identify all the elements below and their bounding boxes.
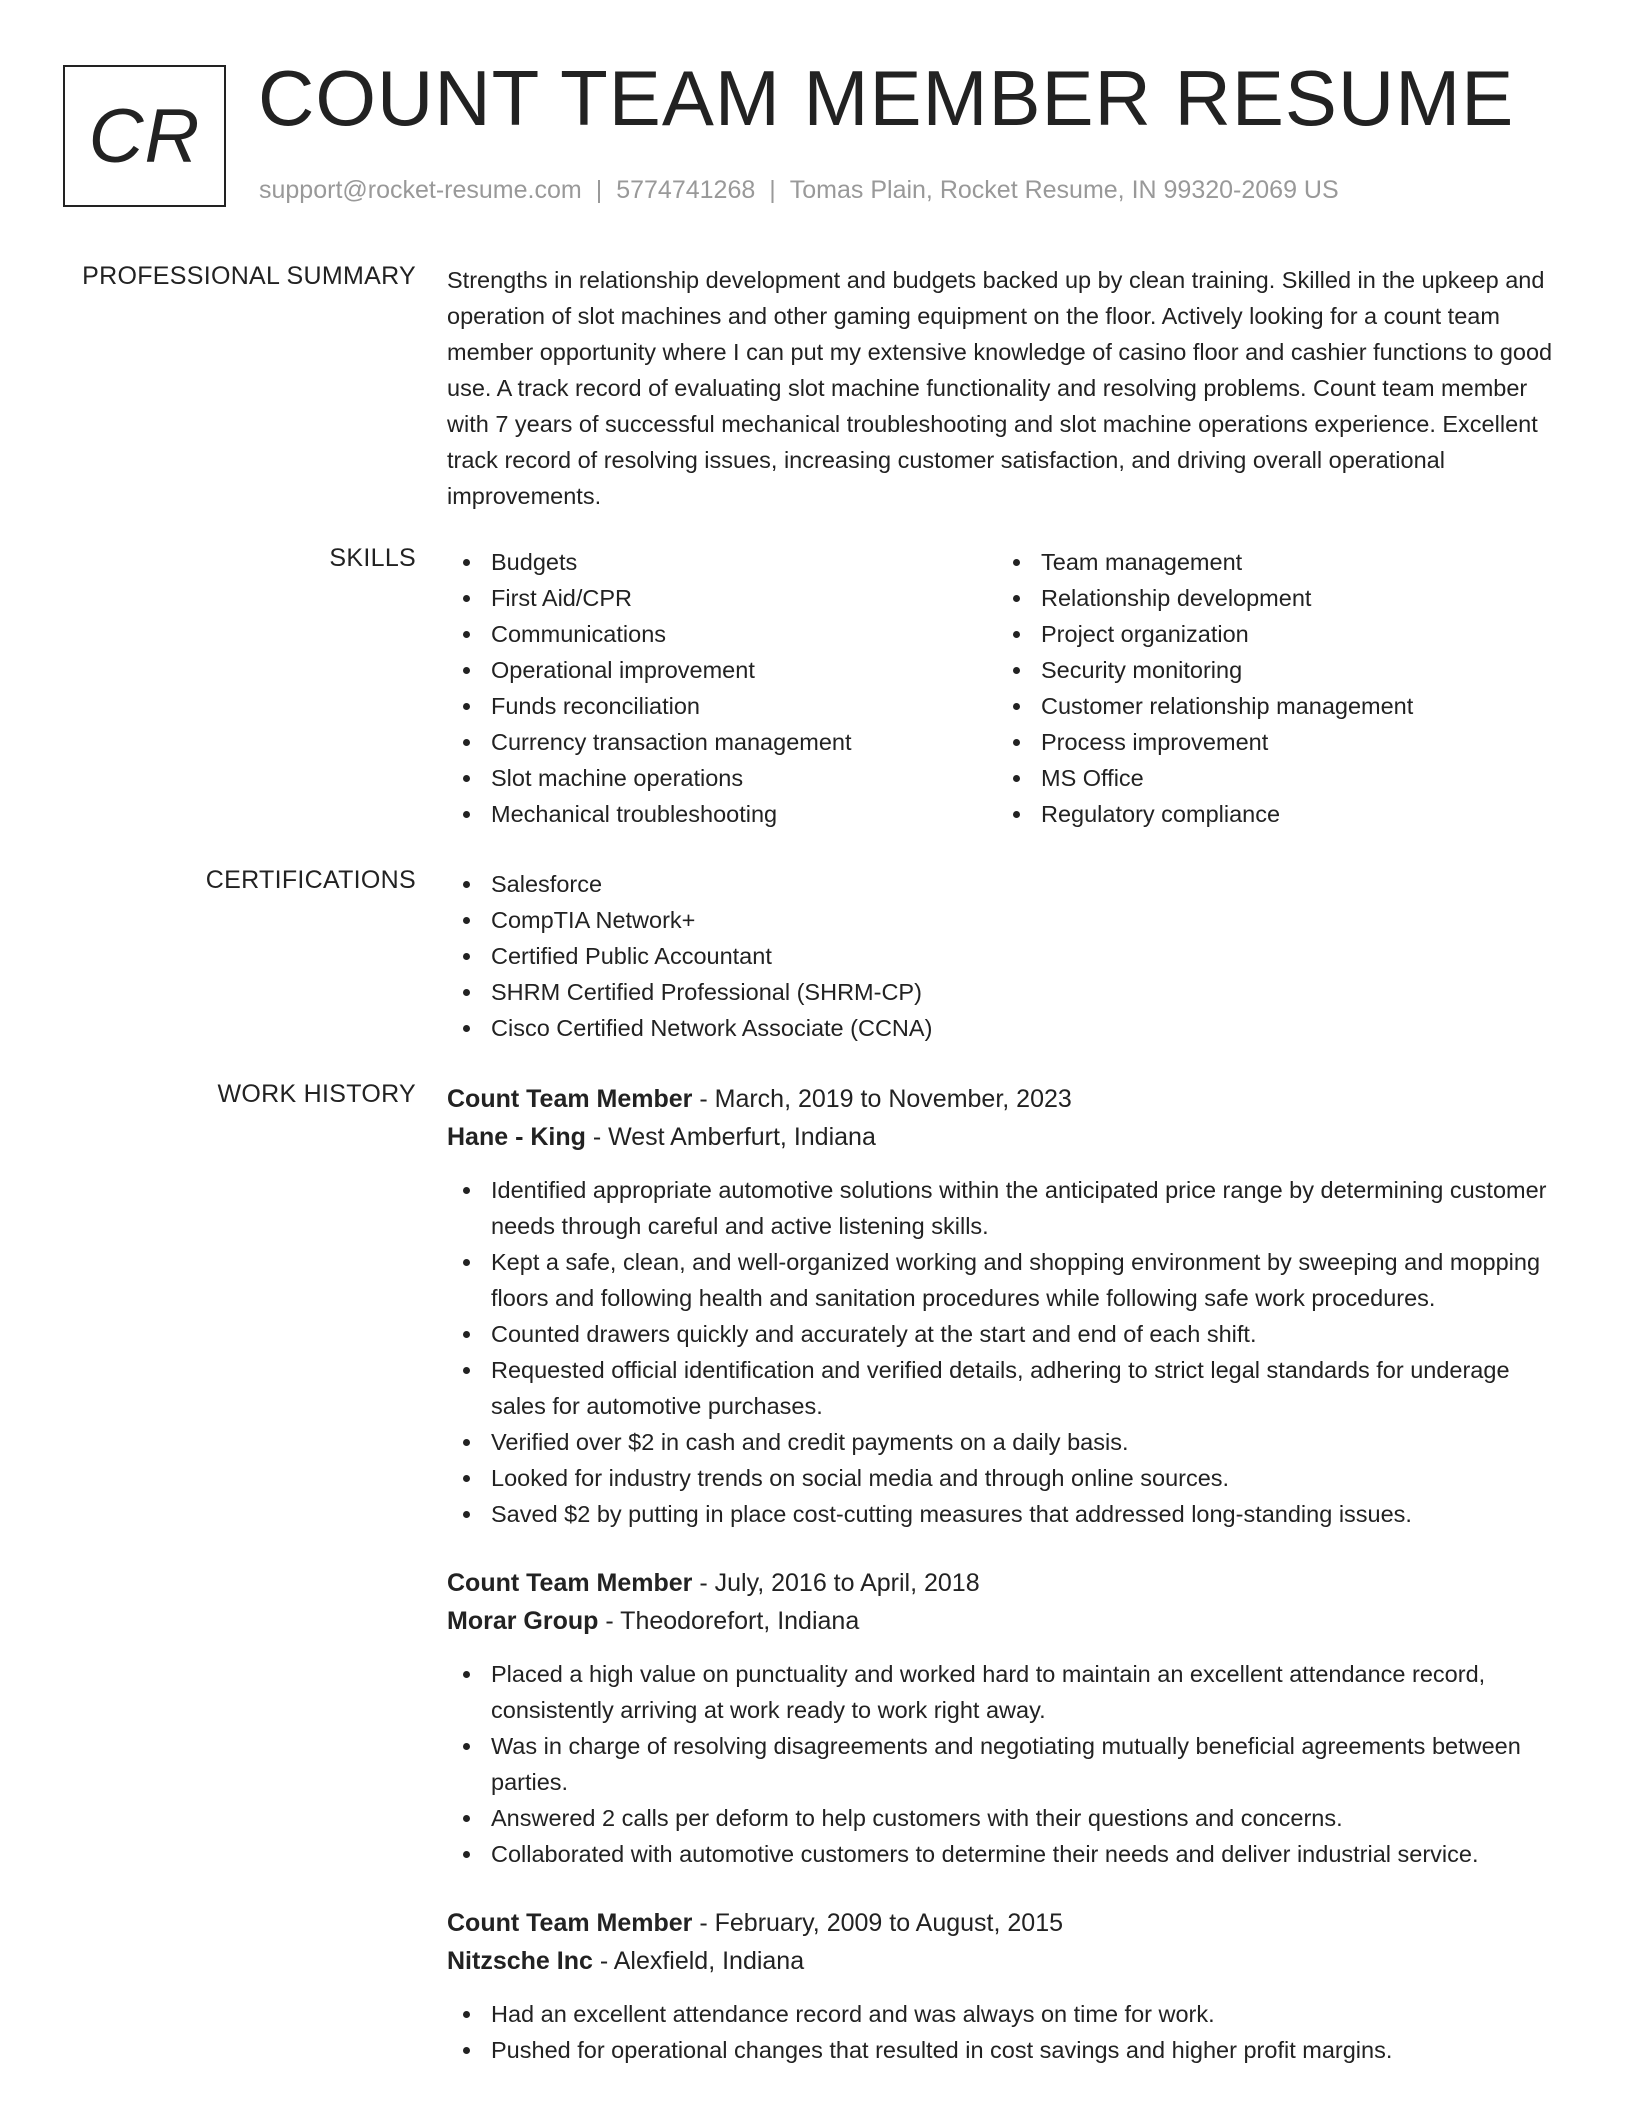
skill-item: Budgets xyxy=(447,544,997,580)
skill-item: First Aid/CPR xyxy=(447,580,997,616)
job-duty-item: Collaborated with automotive customers to determine their needs and deliver industrial service. xyxy=(447,1836,1562,1872)
job-company: Morar Group xyxy=(447,1607,599,1635)
contact-email[interactable]: support@rocket-resume.com xyxy=(259,176,582,204)
job-duty-item: Looked for industry trends on social media and through online sources. xyxy=(447,1460,1562,1496)
job-title: Count Team Member xyxy=(447,1909,693,1937)
certification-item: Cisco Certified Network Associate (CCNA) xyxy=(447,1010,1562,1046)
job-company-line xyxy=(447,1118,1562,1156)
job-duty-item: Had an excellent attendance record and was always on time for work. xyxy=(447,1996,1562,2032)
job-duties-list xyxy=(447,1172,1562,1532)
job-company: Hane - King xyxy=(447,1123,586,1151)
skill-item: Security monitoring xyxy=(997,652,1547,688)
summary-text: Strengths in relationship development and budgets backed up by clean training. Skilled in the upkeep and operation of slot machines and other gaming equipment on the floor. Actively looking for a count team member opportunity where I can put my extensive knowledge of casino floor and cashier functions to good use. A track record of evaluating slot machine functionality and resolving problems. Count team member with 7 years of successful mechanical troubleshooting and slot machine operations experience. Excellent track record of resolving issues, increasing customer satisfaction, and driving overall operational improvements. xyxy=(447,267,1553,509)
job-duty-item: Was in charge of resolving disagreements and negotiating mutually beneficial agreements between parties. xyxy=(447,1728,1562,1800)
skill-item: Mechanical troubleshooting xyxy=(447,796,997,832)
job-title: Count Team Member xyxy=(447,1569,693,1597)
certification-item: CompTIA Network+ xyxy=(447,902,1562,938)
job-location: - Alexfield, Indiana xyxy=(592,1947,805,1975)
skills-body xyxy=(447,544,1562,832)
skill-item: Communications xyxy=(447,616,997,652)
job-title-line xyxy=(447,1080,1562,1118)
skill-item: Process improvement xyxy=(997,724,1547,760)
certification-item: Salesforce xyxy=(447,866,1562,902)
job-duties-list xyxy=(447,1656,1562,1872)
skill-item: Project organization xyxy=(997,616,1547,652)
skill-item: Regulatory compliance xyxy=(997,796,1547,832)
certification-item: SHRM Certified Professional (SHRM-CP) xyxy=(447,974,1562,1010)
job-entry xyxy=(447,1564,1562,1872)
job-title-line xyxy=(447,1904,1562,1942)
certifications-list xyxy=(447,866,1562,1046)
job-dates: - July, 2016 to April, 2018 xyxy=(692,1569,980,1597)
skill-item: Team management xyxy=(997,544,1547,580)
skills-list-left xyxy=(447,544,997,832)
resume-title: COUNT TEAM MEMBER RESUME xyxy=(258,54,1515,142)
certification-item: Certified Public Accountant xyxy=(447,938,1562,974)
contact-line xyxy=(259,176,1339,205)
job-duty-item: Counted drawers quickly and accurately at the start and end of each shift. xyxy=(447,1316,1562,1352)
skill-item: Operational improvement xyxy=(447,652,997,688)
skills-heading: SKILLS xyxy=(329,544,416,572)
job-duty-item: Answered 2 calls per deform to help customers with their questions and concerns. xyxy=(447,1800,1562,1836)
job-duty-item: Pushed for operational changes that resulted in cost savings and higher profit margins. xyxy=(447,2032,1562,2068)
skill-item: Currency transaction management xyxy=(447,724,997,760)
job-company-line xyxy=(447,1942,1562,1980)
job-duty-item: Verified over $2 in cash and credit payments on a daily basis. xyxy=(447,1424,1562,1460)
job-entry xyxy=(447,1080,1562,1532)
skills-list-right xyxy=(997,544,1547,832)
job-company-line xyxy=(447,1602,1562,1640)
job-duty-item: Identified appropriate automotive solutions within the anticipated price range by determining customer needs through careful and active listening skills. xyxy=(447,1172,1562,1244)
job-dates: - March, 2019 to November, 2023 xyxy=(692,1085,1072,1113)
work-heading: WORK HISTORY xyxy=(217,1080,416,1108)
summary-heading: PROFESSIONAL SUMMARY xyxy=(82,262,416,290)
job-duty-item: Saved $2 by putting in place cost-cutting measures that addressed long-standing issues. xyxy=(447,1496,1562,1532)
certifications-heading: CERTIFICATIONS xyxy=(205,866,416,894)
contact-separator: | xyxy=(769,176,776,204)
skill-item: Relationship development xyxy=(997,580,1547,616)
job-duty-item: Requested official identification and verified details, adhering to strict legal standards for underage sales for automotive purchases. xyxy=(447,1352,1562,1424)
job-location: - West Amberfurt, Indiana xyxy=(585,1123,876,1151)
job-title: Count Team Member xyxy=(447,1085,693,1113)
skill-item: Customer relationship management xyxy=(997,688,1547,724)
job-entry xyxy=(447,1904,1562,2068)
job-location: - Theodorefort, Indiana xyxy=(598,1607,860,1635)
job-duty-item: Kept a safe, clean, and well-organized working and shopping environment by sweeping and mopping floors and following health and sanitation procedures while following safe work procedures. xyxy=(447,1244,1562,1316)
skill-item: Funds reconciliation xyxy=(447,688,997,724)
job-duties-list xyxy=(447,1996,1562,2068)
job-title-line xyxy=(447,1564,1562,1602)
contact-separator: | xyxy=(595,176,603,204)
contact-phone[interactable]: 5774741268 xyxy=(616,176,756,204)
initials-monogram xyxy=(63,65,226,207)
contact-address: Tomas Plain, Rocket Resume, IN 99320-2069 US xyxy=(789,176,1339,204)
work-body xyxy=(447,1080,1562,2100)
skill-item: MS Office xyxy=(997,760,1547,796)
initials-text: CR xyxy=(88,93,201,179)
skill-item: Slot machine operations xyxy=(447,760,997,796)
certifications-body xyxy=(447,866,1562,1046)
job-dates: - February, 2009 to August, 2015 xyxy=(692,1909,1064,1937)
job-company: Nitzsche Inc xyxy=(447,1947,593,1975)
job-duty-item: Placed a high value on punctuality and worked hard to maintain an excellent attendance record, consistently arriving at work ready to work right away. xyxy=(447,1656,1562,1728)
